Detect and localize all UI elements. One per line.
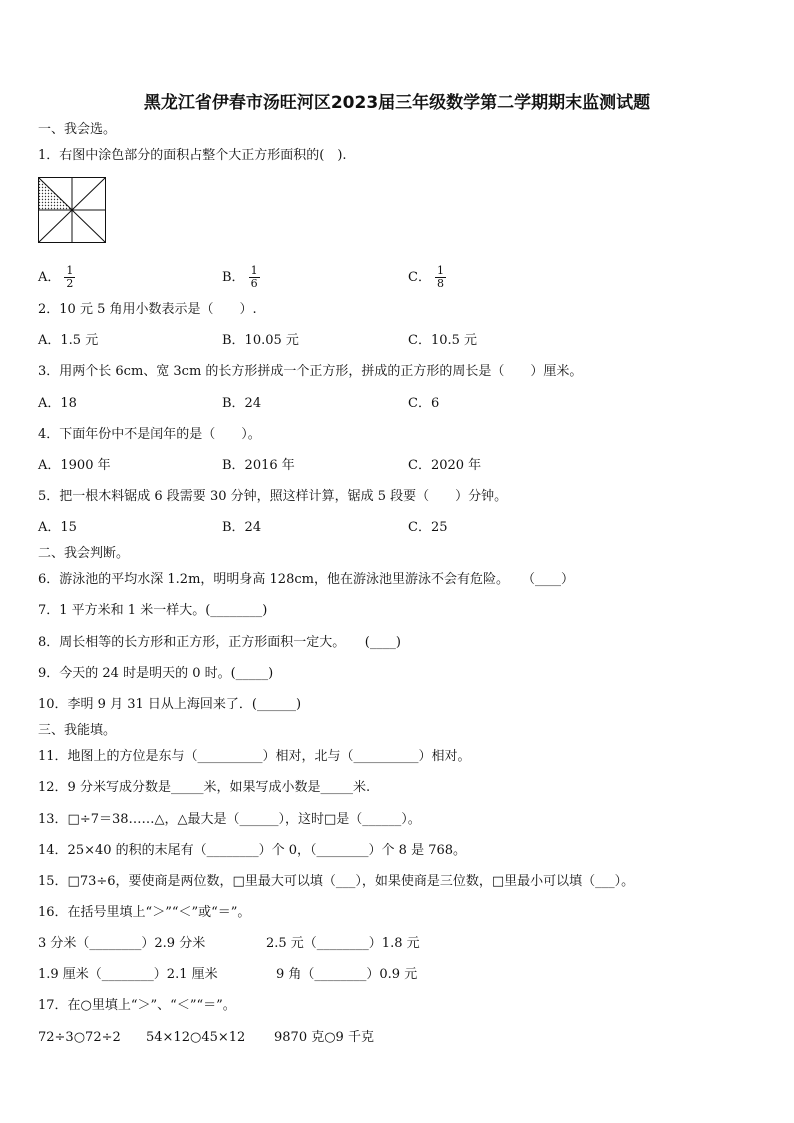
q3-option-a: A．18 <box>38 396 77 411</box>
question-9: 9．今天的 24 时是明天的 0 时。(_____) <box>38 666 274 681</box>
question-17: 17．在○里填上“＞”、“＜”“＝”。 <box>38 998 236 1013</box>
q1-option-b: B． $\frac{1}{6}$ <box>222 264 258 290</box>
question-10: 10．李明 9 月 31 日从上海回来了．(______) <box>38 697 302 712</box>
question-2: 2．10 元 5 角用小数表示是（ ）. <box>38 302 257 317</box>
question-7: 7．1 平方米和 1 米一样大。(________) <box>38 603 268 618</box>
q4-option-a: A．1900 年 <box>38 458 111 473</box>
page-title: 黑龙江省伊春市汤旺河区2023届三年级数学第二学期期末监测试题 <box>143 93 651 113</box>
q2-option-b: B．10.05 元 <box>222 333 299 348</box>
question-1: 1．右图中涂色部分的面积占整个大正方形面积的( ). <box>38 148 347 163</box>
shaded-square-figure <box>38 177 106 243</box>
q16-item-4: 9 角（________）0.9 元 <box>276 967 418 982</box>
q16-item-1: 3 分米（________）2.9 分米 <box>38 936 206 951</box>
q2-option-a: A．1.5 元 <box>38 333 99 348</box>
q16-item-3: 1.9 厘米（________）2.1 厘米 <box>38 967 218 982</box>
q5-option-a: A．15 <box>38 520 77 535</box>
question-15: 15．□73÷6，要使商是两位数，□里最大可以填（___），如果使商是三位数，□里最小可以填（___）。 <box>38 874 635 889</box>
q17-item-2: 54×12○45×12 <box>146 1030 246 1045</box>
question-4: 4．下面年份中不是闰年的是（ ）。 <box>38 427 261 442</box>
question-5: 5．把一根木料锯成 6 段需要 30 分钟，照这样计算，锯成 5 段要（ ）分钟。 <box>38 489 508 504</box>
question-13: 13．□÷7＝38……△，△最大是（______），这时□是（______）。 <box>38 812 421 827</box>
section-heading-choice: 一、我会选。 <box>38 122 117 137</box>
q1-option-c: C． $\frac{1}{8}$ <box>408 264 444 290</box>
question-3: 3．用两个长 6cm、宽 3cm 的长方形拼成一个正方形，拼成的正方形的周长是（ ）厘米。 <box>38 364 583 379</box>
q17-item-3: 9870 克○9 千克 <box>274 1030 374 1045</box>
q5-option-c: C．25 <box>408 520 448 535</box>
q16-item-2: 2.5 元（________）1.8 元 <box>266 936 420 951</box>
q2-option-c: C．10.5 元 <box>408 333 478 348</box>
q1-option-a: A． $\frac{1}{2}$ <box>38 264 74 290</box>
q17-item-1: 72÷3○72÷2 <box>38 1030 121 1045</box>
question-12: 12．9 分米写成分数是_____米，如果写成小数是_____米. <box>38 780 371 795</box>
question-14: 14．25×40 的积的末尾有（________）个 0，（________）个 8 是 768。 <box>38 843 467 858</box>
question-16: 16．在括号里填上“＞”“＜”或“＝”。 <box>38 905 251 920</box>
q5-option-b: B．24 <box>222 520 262 535</box>
q4-option-b: B．2016 年 <box>222 458 295 473</box>
q3-option-c: C．6 <box>408 396 440 411</box>
question-8: 8．周长相等的长方形和正方形，正方形面积一定大。 (____) <box>38 635 401 650</box>
section-heading-judge: 二、我会判断。 <box>38 546 130 561</box>
q4-option-c: C．2020 年 <box>408 458 482 473</box>
section-heading-fill: 三、我能填。 <box>38 723 117 738</box>
question-6: 6．游泳池的平均水深 1.2m，明明身高 128cm，他在游泳池里游泳不会有危险。 （____） <box>38 572 574 587</box>
q3-option-b: B．24 <box>222 396 262 411</box>
question-11: 11．地图上的方位是东与（__________）相对，北与（__________）相对。 <box>38 749 471 764</box>
